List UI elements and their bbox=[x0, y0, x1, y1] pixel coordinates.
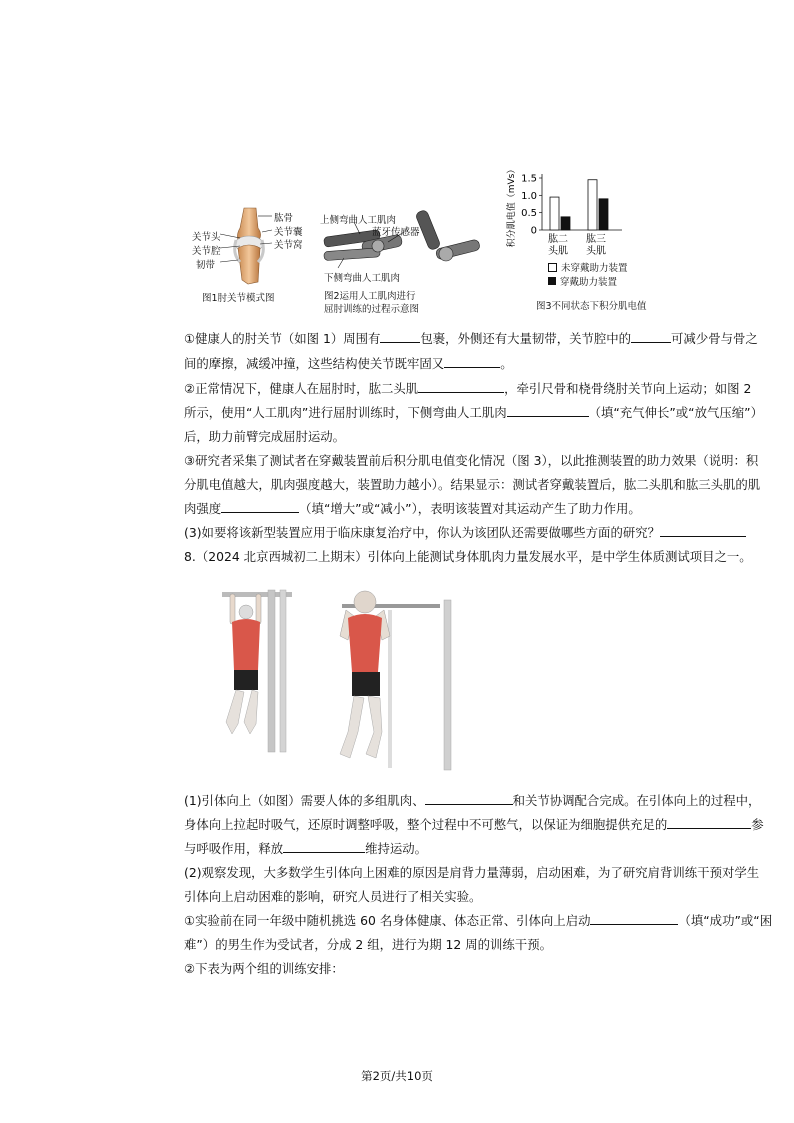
label-joint-socket: 关节窝 bbox=[274, 240, 303, 251]
pull-up-figure bbox=[212, 582, 462, 772]
legend-item-with bbox=[548, 274, 617, 288]
answer-blank-10[interactable] bbox=[283, 840, 365, 853]
paragraph-line-4: 所示，使用“人工肌肉”进行屈肘训练时，下侧弯曲人工肌肉 （填“充气伸长”或“放气压缩”） bbox=[184, 405, 763, 420]
answer-blank-7[interactable] bbox=[660, 524, 746, 537]
paragraph-line-13: (2)观察发现，大多数学生引体向上困难的原因是肩背力量薄弱，启动困难，为了研究肩背训练干预对学生 bbox=[184, 865, 760, 880]
paragraph-line-7: 分肌电值越大，肌肉强度越大，装置助力越小）。结果显示：测试者穿戴装置后，肱二头肌和肱三头肌的肌 bbox=[184, 477, 761, 492]
paragraph-line-12: 与呼吸作用，释放 维持运动。 bbox=[184, 841, 428, 856]
answer-blank-4[interactable] bbox=[418, 380, 504, 393]
chart-bar bbox=[588, 180, 597, 230]
pull-up-illustration bbox=[212, 582, 462, 772]
label-humerus: 肱骨 bbox=[274, 213, 294, 224]
label-joint-capsule: 关节囊 bbox=[274, 227, 303, 238]
paragraph-line-15: ①实验前在同一年级中随机挑选 60 名身体健康、体态正常、引体向上启动 （填“成功”或“困 bbox=[184, 913, 773, 928]
paragraph-line-5: 后，助力前臂完成屈肘运动。 bbox=[184, 429, 346, 444]
figure-3-emg-chart bbox=[502, 152, 682, 314]
paragraph-line-10: (1)引体向上（如图）需要人体的多组肌肉、 和关节协调配合完成。在引体向上的过程中， bbox=[184, 793, 761, 808]
answer-blank-9[interactable] bbox=[667, 816, 751, 829]
chart-y-axis-label: 积分肌电值（mVs） bbox=[507, 164, 517, 248]
paragraph-line-16: 难”）的男生作为受试者，分成 2 组，进行为期 12 周的训练干预。 bbox=[184, 937, 552, 952]
figure-1-caption: 图1肘关节模式图 bbox=[202, 293, 275, 304]
paragraph-line-14: 引体向上启动困难的影响，研究人员进行了相关实验。 bbox=[184, 889, 482, 904]
figure-1-elbow-joint bbox=[192, 206, 310, 306]
paragraph-line-2: 间的摩擦，减缓冲撞，这些结构使关节既牢固又 。 bbox=[184, 356, 513, 371]
chart-bar bbox=[561, 217, 570, 230]
chart-x-tick-label: 肱二 bbox=[548, 234, 568, 245]
paragraph-line-8: 肉强度 （填“增大”或“减小”），表明该装置对其运动产生了助力作用。 bbox=[184, 501, 641, 516]
chart-bar bbox=[599, 199, 608, 230]
answer-blank-3[interactable] bbox=[444, 355, 500, 368]
question-8-heading: 8.（2024 北京西城初二上期末）引体向上能测试身体肌肉力量发展水平，是中学生体质测试项目之一。 bbox=[184, 549, 752, 564]
figure-3-caption: 图3不同状态下积分肌电值 bbox=[536, 301, 647, 312]
answer-blank-11[interactable] bbox=[590, 912, 678, 925]
paragraph-line-11: 身体向上拉起时吸气，还原时调整呼吸，整个过程中不可憋气，以保证为细胞提供充足的 参 bbox=[184, 817, 764, 832]
figure-2-artificial-muscle bbox=[318, 210, 486, 314]
answer-blank-6[interactable] bbox=[221, 500, 299, 513]
chart-bar bbox=[550, 197, 559, 230]
answer-blank-5[interactable] bbox=[507, 404, 589, 417]
label-lower-muscle: 下侧弯曲人工肌肉 bbox=[324, 273, 401, 284]
legend-item-without bbox=[548, 260, 628, 274]
chart-x-tick-label: 头肌 bbox=[548, 246, 568, 257]
chart-y-tick-label: 1.5 bbox=[521, 173, 537, 185]
legend-swatch-black-icon bbox=[548, 277, 556, 285]
label-bluetooth-sensor: 蓝牙传感器 bbox=[372, 227, 420, 238]
label-joint-cavity: 关节腔 bbox=[192, 246, 221, 257]
chart-x-tick-label: 肱三 bbox=[586, 234, 606, 245]
paragraph-line-3: ②正常情况下，健康人在屈肘时，肱二头肌 ，牵引尺骨和桡骨绕肘关节向上运动；如图 2 bbox=[184, 381, 752, 396]
answer-blank-1[interactable] bbox=[380, 330, 420, 343]
legend-swatch-white-icon bbox=[548, 263, 557, 272]
chart-y-tick-label: 0.5 bbox=[521, 208, 537, 220]
chart-y-tick-label: 1.0 bbox=[521, 190, 537, 202]
answer-blank-8[interactable] bbox=[425, 792, 513, 805]
figure-2-caption-line2: 屈肘训练的过程示意图 bbox=[324, 304, 420, 315]
paragraph-line-17: ②下表为两个组的训练安排： bbox=[184, 961, 344, 976]
paragraph-line-6: ③研究者采集了测试者在穿戴装置前后积分肌电值变化情况（图 3），以此推测装置的助力效果（说明：积 bbox=[184, 453, 759, 468]
chart-x-tick-label: 头肌 bbox=[586, 246, 606, 257]
legend-label-with: 穿戴助力装置 bbox=[560, 277, 618, 288]
paragraph-line-9: (3)如要将该新型装置应用于临床康复治疗中，你认为该团队还需要做哪些方面的研究？ bbox=[184, 524, 754, 542]
label-upper-muscle: 上侧弯曲人工肌肉 bbox=[320, 215, 397, 226]
label-joint-head: 关节头 bbox=[192, 232, 221, 243]
answer-blank-2[interactable] bbox=[631, 330, 671, 343]
chart-y-tick-label: 0 bbox=[530, 225, 537, 237]
label-ligament: 韧带 bbox=[196, 260, 216, 271]
figure-2-caption-line1: 图2运用人工肌肉进行 bbox=[324, 291, 416, 302]
page-footer: 第2页/共10页 bbox=[361, 1069, 433, 1083]
legend-label-without: 未穿戴助力装置 bbox=[561, 263, 628, 274]
paragraph-line-1: ①健康人的肘关节（如图 1）周围有 包裹，外侧还有大量韧带，关节腔中的 可减少骨与骨之 bbox=[184, 331, 758, 346]
